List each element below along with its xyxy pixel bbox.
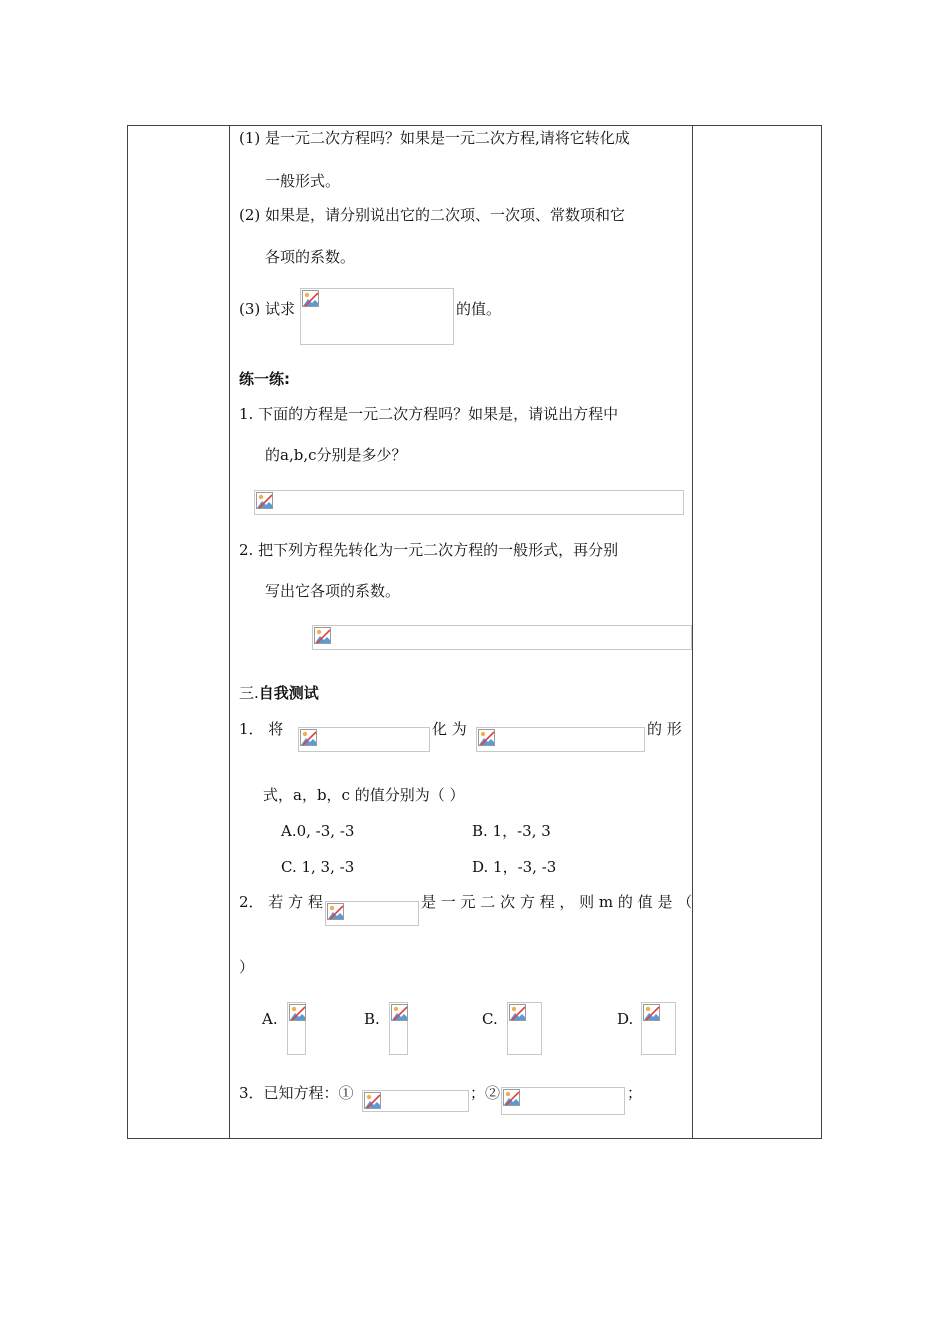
formula-image <box>300 288 454 345</box>
test-1-text-cont: 式，a，b，c 的值分别为（ ） <box>263 786 465 804</box>
broken-image-icon <box>364 1092 381 1109</box>
test-2-text-cont: ） <box>239 958 255 976</box>
test-2-text: 2． 若 方 程 <box>239 893 323 911</box>
test-1-text-mid: 化 为 <box>432 720 467 738</box>
test-1-option-c: C. 1, 3, -3 <box>281 858 355 876</box>
broken-image-icon <box>314 627 331 644</box>
test-2-option-b: B. <box>364 1010 380 1028</box>
question-3-text: (3) 试求 <box>239 300 296 318</box>
question-3-text-end: 的值。 <box>456 300 502 318</box>
broken-image-icon <box>509 1004 526 1021</box>
practice-heading: 练一练: <box>239 370 290 388</box>
practice-2-text-cont: 写出它各项的系数。 <box>265 582 401 600</box>
broken-image-icon <box>256 492 273 509</box>
test-1-option-a: A.0, -3, -3 <box>281 822 355 840</box>
formula-image <box>287 1002 306 1055</box>
column-divider <box>229 126 230 1138</box>
test-3-text: 3．已知方程：① <box>239 1084 354 1102</box>
practice-1-text: 1. 下面的方程是一元二次方程吗？如果是，请说出方程中 <box>239 405 619 423</box>
formula-image <box>362 1090 469 1112</box>
formula-image <box>254 490 684 515</box>
formula-image <box>641 1002 676 1055</box>
test-1-option-d: D. 1，-3, -3 <box>472 858 557 876</box>
question-2-text: (2) 如果是，请分别说出它的二次项、一次项、常数项和它 <box>239 206 626 224</box>
question-1-text: (1) 是一元二次方程吗？如果是一元二次方程,请将它转化成 <box>239 129 630 147</box>
broken-image-icon <box>478 729 495 746</box>
formula-image <box>501 1087 625 1115</box>
self-test-heading <box>239 684 319 702</box>
practice-1-text-cont: 的a,b,c分别是多少？ <box>265 446 407 464</box>
test-3-text-end: ； <box>627 1084 643 1102</box>
test-3-text-mid: ；② <box>470 1084 501 1102</box>
test-2-option-c: C. <box>482 1010 498 1028</box>
broken-image-icon <box>391 1004 408 1021</box>
question-1-text-cont: 一般形式。 <box>265 172 341 190</box>
test-2-option-d: D. <box>617 1010 634 1028</box>
formula-image <box>389 1002 408 1055</box>
section-number: 三. <box>239 684 259 702</box>
test-2-text-end: 是 一 元 二 次 方 程 ， 则 m 的 值 是 （ <box>421 893 693 911</box>
broken-image-icon <box>300 729 317 746</box>
broken-image-icon <box>289 1004 306 1021</box>
formula-image <box>325 901 419 926</box>
practice-2-text: 2. 把下列方程先转化为一元二次方程的一般形式，再分别 <box>239 541 619 559</box>
broken-image-icon <box>503 1089 520 1106</box>
question-2-text-cont: 各项的系数。 <box>265 248 356 266</box>
formula-image <box>507 1002 542 1055</box>
test-1-text: 1． 将 <box>239 720 284 738</box>
formula-image <box>298 727 430 752</box>
broken-image-icon <box>327 903 344 920</box>
test-1-text-end: 的 形 <box>647 720 682 738</box>
formula-image <box>476 727 645 752</box>
test-1-option-b: B. 1，-3, 3 <box>472 822 551 840</box>
test-2-option-a: A. <box>262 1010 278 1028</box>
column-divider <box>692 126 693 1138</box>
broken-image-icon <box>643 1004 660 1021</box>
formula-image <box>312 625 692 650</box>
broken-image-icon <box>302 290 319 307</box>
section-title: 自我测试 <box>258 684 319 702</box>
